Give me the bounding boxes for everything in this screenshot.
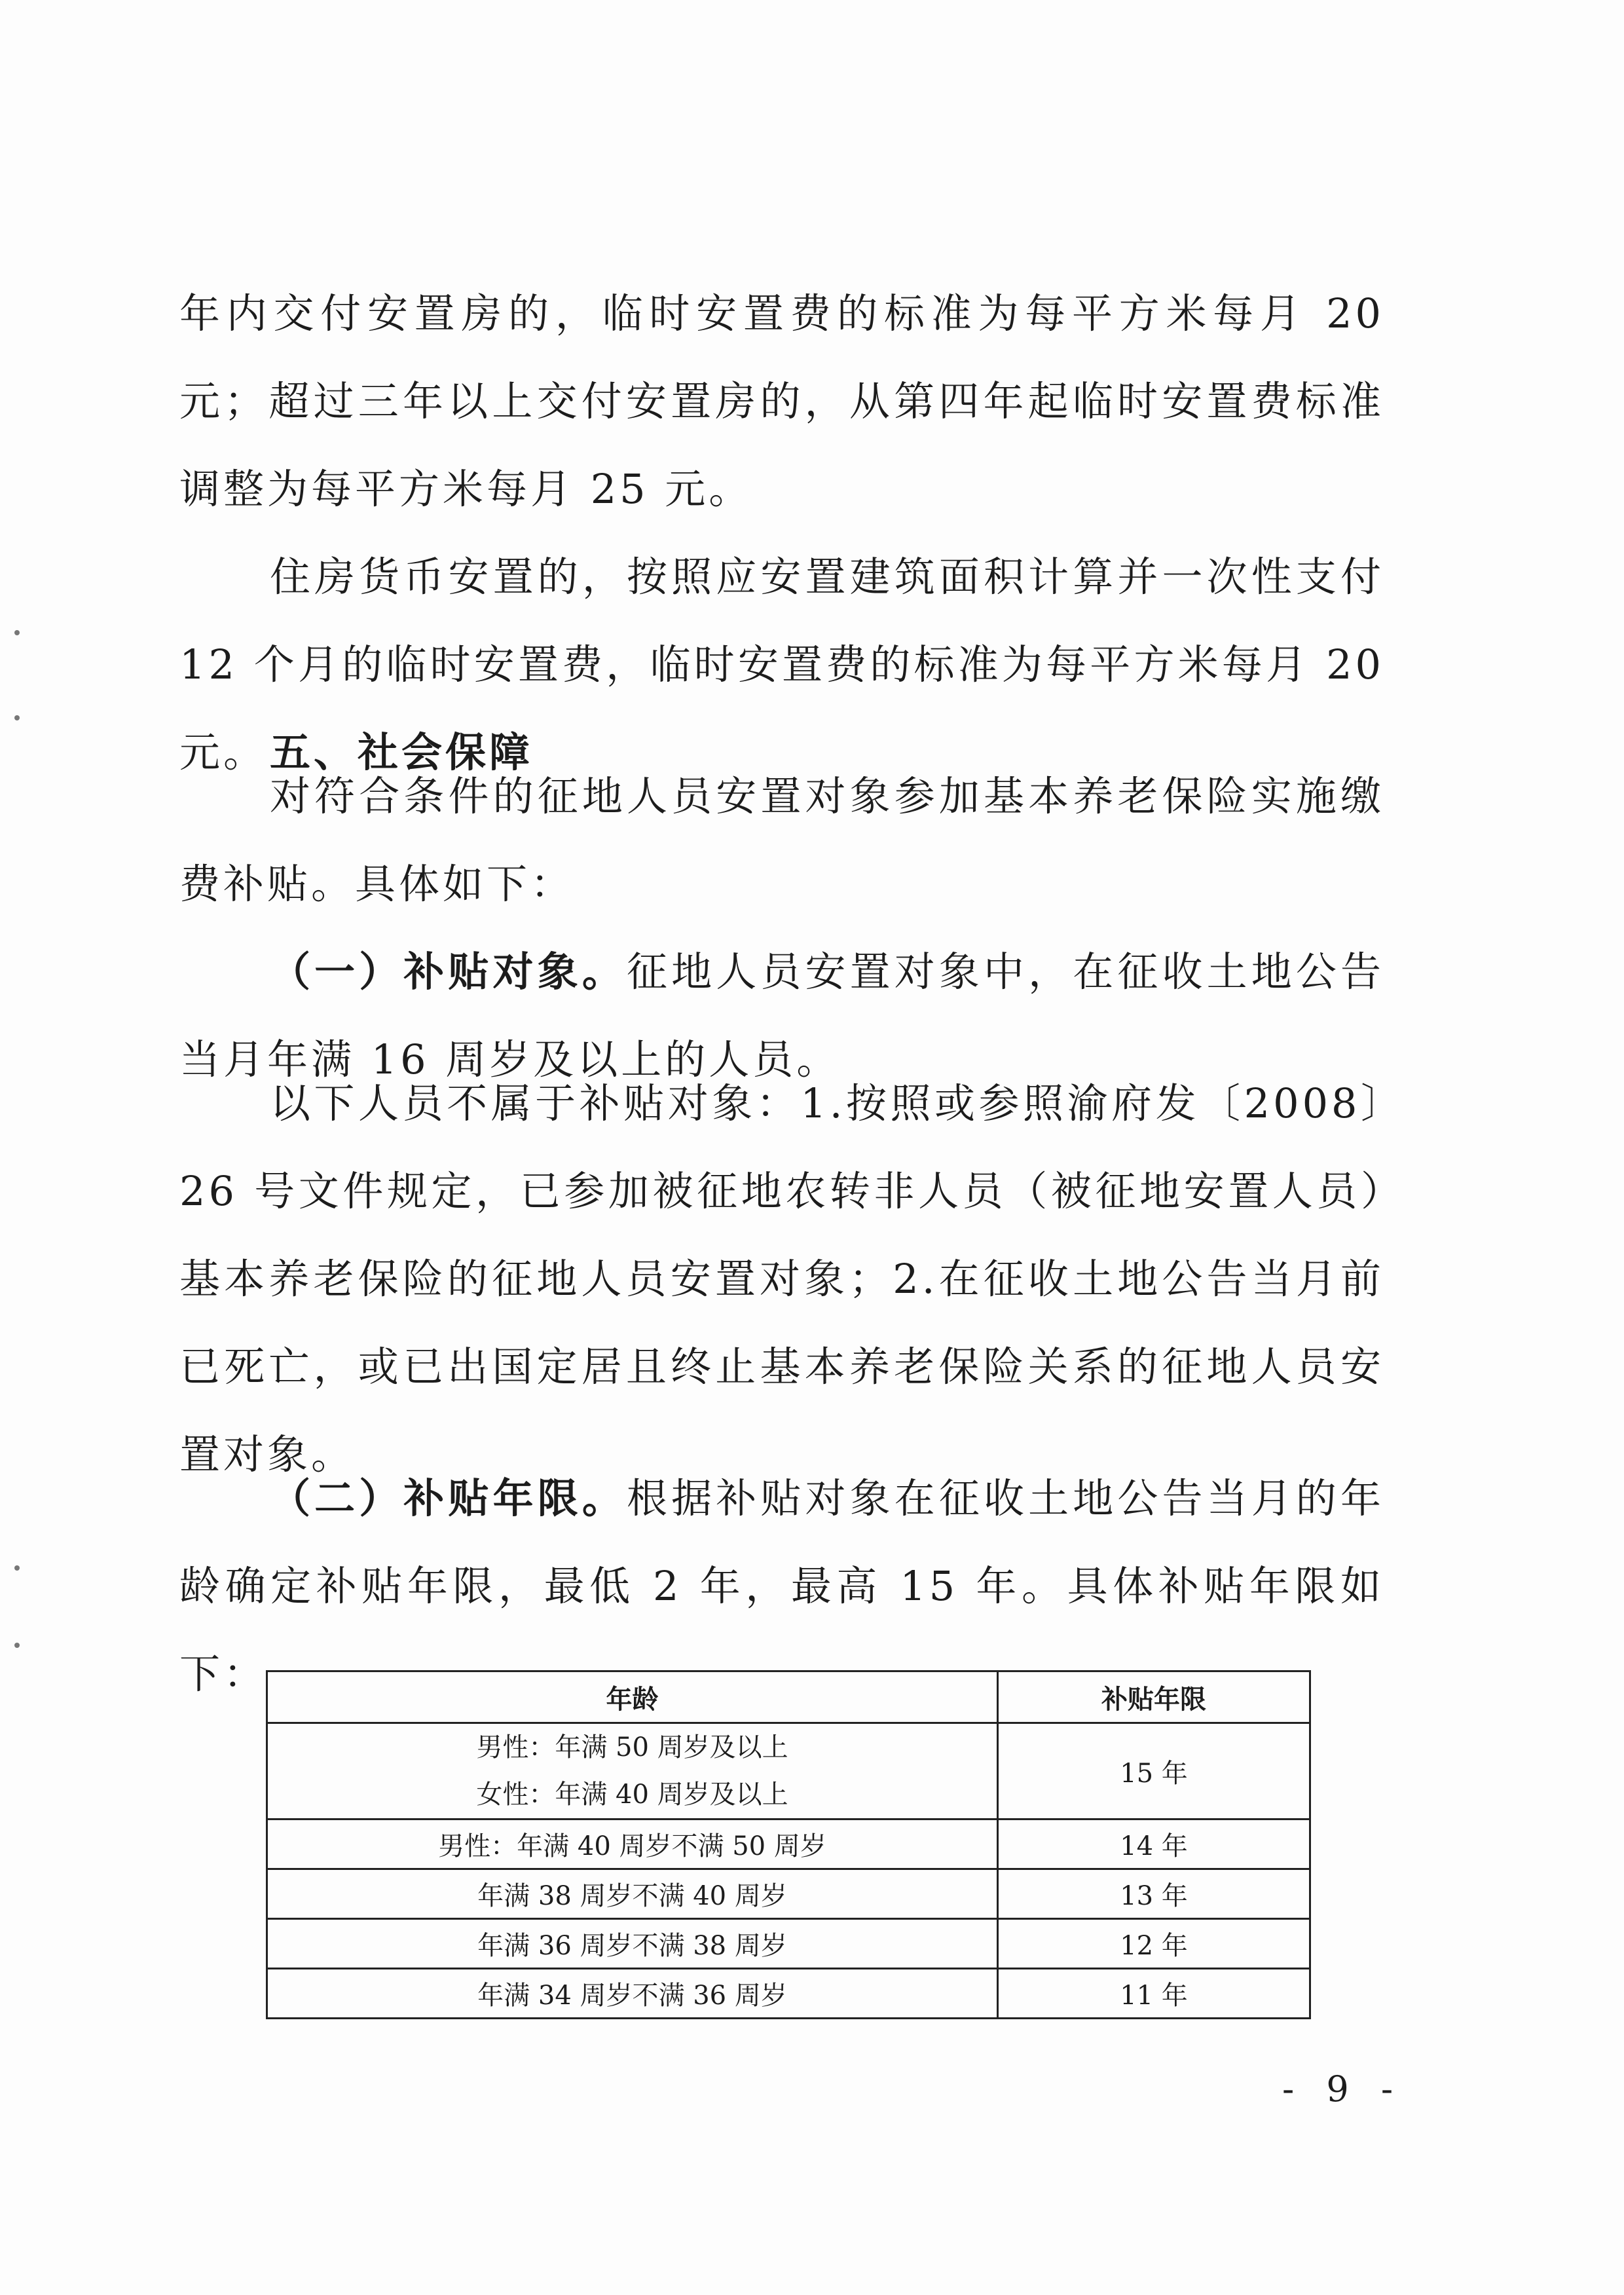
header-subsidy-years: 补贴年限 bbox=[998, 1671, 1310, 1723]
table-row bbox=[267, 1869, 1310, 1919]
binding-hole-mark bbox=[14, 715, 20, 720]
table-row bbox=[267, 1969, 1310, 2019]
table-header-row bbox=[267, 1671, 1310, 1723]
age-cell: 年满 38 周岁不满 40 周岁 bbox=[267, 1869, 998, 1919]
age-female: 女性：年满 40 周岁及以上 bbox=[476, 1780, 788, 1810]
table-row bbox=[267, 1919, 1310, 1969]
age-cell: 年满 36 周岁不满 38 周岁 bbox=[267, 1919, 998, 1969]
binding-hole-mark bbox=[14, 630, 20, 635]
header-age: 年龄 bbox=[267, 1671, 998, 1723]
subheading-subsidy-target: （一）补贴对象。 bbox=[270, 948, 627, 996]
years-cell: 11 年 bbox=[998, 1969, 1310, 2019]
binding-hole-mark bbox=[14, 1643, 20, 1648]
section-heading-social-security: 五、社会保障 bbox=[270, 728, 534, 776]
years-cell: 14 年 bbox=[998, 1819, 1310, 1869]
subheading-subsidy-years: （二）补贴年限。 bbox=[270, 1474, 627, 1522]
table-row bbox=[267, 1723, 1310, 1819]
page-number: - 9 - bbox=[1282, 2068, 1404, 2110]
age-male: 男性：年满 50 周岁及以上 bbox=[476, 1732, 788, 1763]
paragraph-monetary-resettlement: 住房货币安置的，按照应安置建筑面积计算并一次性支付 12 个月的临时安置费，临时安置费的标准为每平方米每月 20 元。 bbox=[179, 553, 1384, 776]
years-cell: 15 年 bbox=[998, 1723, 1310, 1819]
paragraph-subsidy-intro: 对符合条件的征地人员安置对象参加基本养老保险实施缴费补贴。具体如下： bbox=[179, 772, 1384, 908]
paragraph-exclusions: 以下人员不属于补贴对象：1.按照或参照渝府发〔2008〕26 号文件规定，已参加被征地农转非人员（被征地安置人员）基本养老保险的征地人员安置对象；2.在征收土地公告当月前已死亡，或已出国定居且终止基本养老保险关系的征地人员安置对象。 bbox=[179, 1079, 1384, 1478]
table-row bbox=[267, 1819, 1310, 1869]
paragraph-temporary-fee: 年内交付安置房的，临时安置费的标准为每平方米每月 20 元；超过三年以上交付安置房的，从第四年起临时安置费标准调整为每平方米每月 25 元。 bbox=[179, 289, 1384, 513]
years-cell: 12 年 bbox=[998, 1919, 1310, 1969]
subsidy-years-table bbox=[266, 1670, 1311, 2019]
subsidy-target-text: 征地人员安置对象中，在征收土地公告当月年满 16 周岁及以上的人员。 bbox=[179, 948, 1384, 1083]
years-cell: 13 年 bbox=[998, 1869, 1310, 1919]
binding-hole-mark bbox=[14, 1565, 20, 1571]
age-cell: 男性：年满 40 周岁不满 50 周岁 bbox=[267, 1819, 998, 1869]
age-cell: 年满 34 周岁不满 36 周岁 bbox=[267, 1969, 998, 2019]
age-cell bbox=[267, 1723, 998, 1819]
subsidy-years-text: 根据补贴对象在征收土地公告当月的年龄确定补贴年限，最低 2 年，最高 15 年。具体补贴年限如下： bbox=[179, 1474, 1384, 1698]
